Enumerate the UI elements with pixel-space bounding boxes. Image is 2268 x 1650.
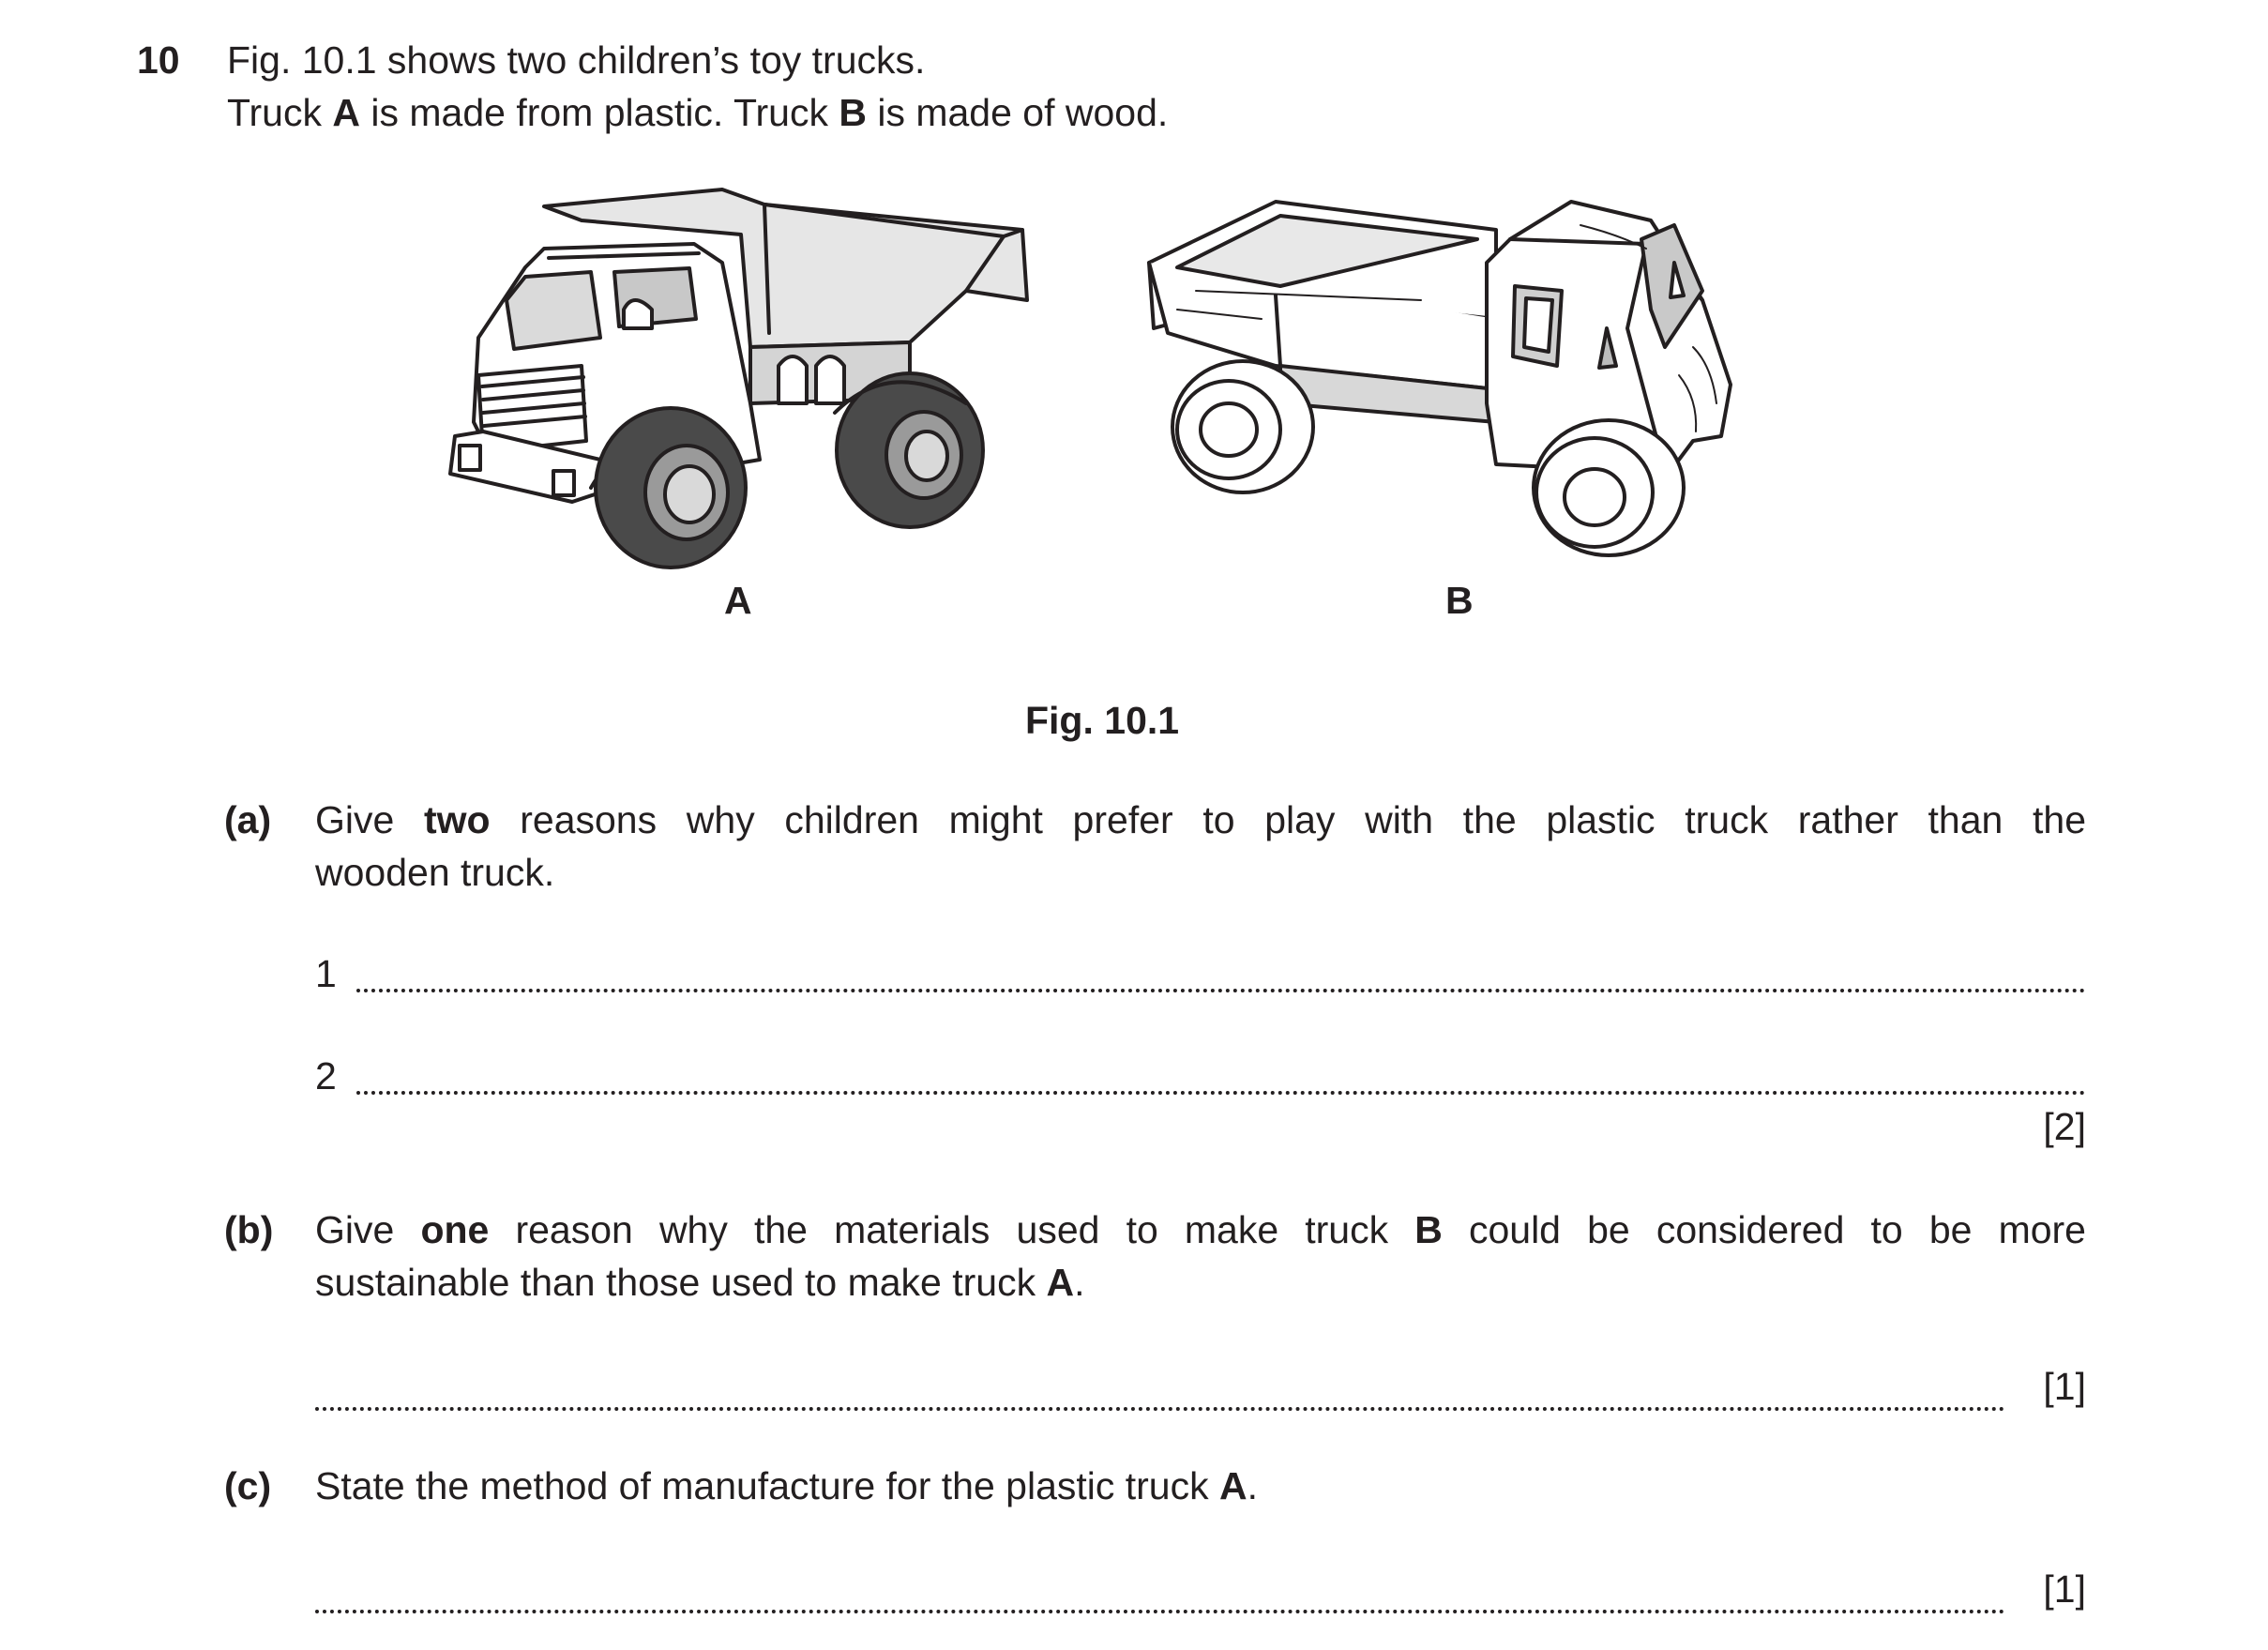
question-text: . [1247,1464,1259,1507]
question-text: Give [315,798,424,841]
question-text: State the method of manufacture for the plastic truck [315,1464,1220,1507]
answer-1-line[interactable] [356,989,2086,992]
wooden-truck-illustration [1140,188,1796,563]
intro-text: is made from plastic. Truck [359,91,839,134]
question-number: 10 [137,38,180,82]
question-text: sustainable than those used to make truck [315,1261,1047,1304]
emphasis-two: two [423,798,491,841]
part-b-answer-line[interactable] [315,1407,2005,1411]
question-intro-line1: Fig. 10.1 shows two children’s toy trucks. [227,38,926,82]
question-text: could be considered to be more [1442,1208,2086,1251]
part-a-question-line1 [315,794,2086,846]
question-text: reasons why children might prefer to play with the plastic truck rather than the [490,798,2086,841]
part-c-label: (c) [224,1464,272,1507]
answer-1-number: 1 [315,952,337,995]
answer-2-number: 2 [315,1054,337,1097]
intro-text: is made of wood. [866,91,1169,134]
part-a-question-line2: wooden truck. [315,851,555,894]
truck-a-ref: A [1046,1261,1075,1304]
truck-b-ref: B [839,91,867,134]
truck-b-ref: B [1414,1208,1443,1251]
question-intro-line2 [227,86,1168,139]
figure-caption: Fig. 10.1 [1025,699,1180,742]
question-text: Give [315,1208,421,1251]
part-b-question-line2 [315,1256,1084,1309]
part-c-answer-line[interactable] [315,1610,2005,1613]
part-c-question-line1 [315,1460,1258,1512]
plastic-dump-truck-illustration [441,178,1041,572]
part-a-label: (a) [224,798,272,841]
part-a-marks: [2] [2043,1105,2086,1148]
answer-2-line[interactable] [356,1091,2086,1095]
intro-text: Truck [227,91,333,134]
truck-a-ref: A [332,91,360,134]
truck-b-label: B [1445,579,1474,622]
part-c-marks: [1] [2043,1567,2086,1611]
part-b-label: (b) [224,1208,274,1251]
question-text: . [1074,1261,1085,1304]
emphasis-one: one [420,1208,490,1251]
part-b-marks: [1] [2043,1365,2086,1408]
question-text: reason why the materials used to make truck [489,1208,1415,1251]
truck-a-label: A [724,579,752,622]
part-b-question-line1 [315,1203,2086,1256]
truck-a-ref: A [1219,1464,1247,1507]
